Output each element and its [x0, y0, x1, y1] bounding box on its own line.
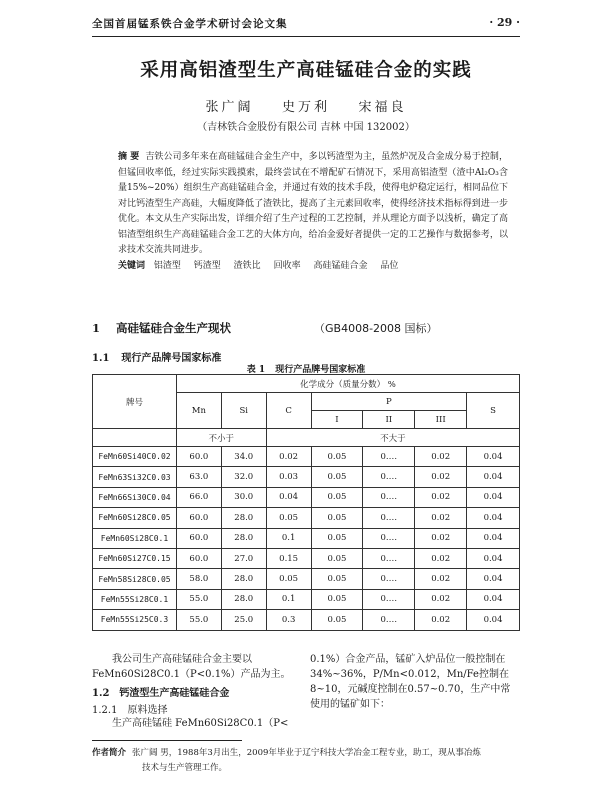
cell-si: 28.0 — [221, 569, 266, 589]
author-list — [92, 96, 520, 115]
cell-si: 28.0 — [221, 528, 266, 548]
footnote-rule — [92, 740, 242, 741]
paper-title: 采用高铝渣型生产高硅锰硅合金的实践 — [140, 60, 472, 81]
cell-grade: FeMn58Si28C0.05 — [93, 569, 177, 589]
cell-p1: 0.05 — [311, 548, 363, 568]
header-chem: 化学成分（质量分数） % — [176, 375, 519, 393]
table-row — [93, 589, 520, 609]
cell-c: 0.1 — [266, 589, 311, 609]
abstract-text: 吉铁公司多年来在高硅锰硅合金生产中，多以钙渣型为主，虽然炉况及合金成分易于控制，但锰回收率低，经过实际实践摸索，最终尝试在不增配矿石情况下，采用高铝渣型（渣中Al₂O₃含量15%~20%）组织生产高硅锰硅合金，并通过有效的技术手段，使得电炉稳定运行，相同品位下对比钙渣型生产高硅，大幅度降低了渣铁比，提高了主元素回收率，使得经济技术指标得到进一步优化。本文从生产实际出发，详细介绍了生产过程的工艺控制，并从理论方面予以浅析，确定了高铝渣型组织生产高硅锰硅合金工艺的大体方向，给冶金爱好者提供一定的工艺操作与数据参考，以求技术交流共同进步。 — [118, 152, 508, 255]
footnote-label: 作者简介 — [92, 748, 127, 758]
cell-p3: 0.02 — [415, 610, 467, 630]
cell-p2: 0.… — [363, 447, 415, 467]
cell-p3: 0.02 — [415, 569, 467, 589]
cell-grade: FeMn63Si32C0.03 — [93, 467, 177, 487]
cell-p3: 0.02 — [415, 487, 467, 507]
subsubsection-number: 1.2.1 — [92, 705, 118, 716]
cell-grade: FeMn55Si28C0.1 — [93, 589, 177, 609]
abstract-label: 摘 要 — [118, 152, 140, 162]
keyword: 回收率 — [273, 261, 301, 271]
header-p2: II — [363, 411, 415, 429]
cell-p3: 0.02 — [415, 528, 467, 548]
table-row — [93, 447, 520, 467]
keyword: 渣铁比 — [233, 261, 261, 271]
cell-p1: 0.05 — [311, 447, 363, 467]
section-standard: （GB4008-2008 国标） — [314, 322, 438, 335]
cell-p3: 0.02 — [415, 508, 467, 528]
table-number: 表 1 — [246, 365, 266, 375]
cell-s: 0.04 — [467, 610, 520, 630]
page-number: · 29 · — [489, 16, 520, 29]
subsection-number: 1.2 — [92, 688, 110, 699]
cell-si: 25.0 — [221, 610, 266, 630]
keyword: 高硅锰硅合金 — [313, 261, 368, 271]
table-row — [93, 528, 520, 548]
header-p3: III — [415, 411, 467, 429]
keyword: 品位 — [380, 261, 399, 271]
section-number: 1 — [92, 321, 101, 335]
body-paragraph: 生产高硅锰硅 FeMn60Si28C0.1（P< — [112, 718, 289, 729]
cell-s: 0.04 — [467, 548, 520, 568]
cell-si: 28.0 — [221, 508, 266, 528]
subsubsection-title: 原料选择 — [127, 705, 168, 716]
cell-mn: 60.0 — [176, 508, 221, 528]
table-row — [93, 487, 520, 507]
cell-c: 0.1 — [266, 528, 311, 548]
header-s: S — [467, 393, 520, 429]
subsection-title: 钙渣型生产高硅锰硅合金 — [119, 688, 230, 699]
subsection-heading — [92, 684, 229, 699]
header-p1: I — [311, 411, 363, 429]
cell-grade: FeMn60Si27C0.15 — [93, 548, 177, 568]
header-not-less: 不小于 — [176, 429, 266, 447]
table-title: 现行产品牌号国家标准 — [275, 365, 366, 375]
keywords — [118, 258, 508, 271]
cell-mn: 55.0 — [176, 610, 221, 630]
cell-s: 0.04 — [467, 528, 520, 548]
cell-s: 0.04 — [467, 569, 520, 589]
author-name: 史万利 — [281, 100, 330, 115]
running-title: 全国首届锰系铁合金学术研讨会论文集 — [92, 18, 288, 30]
author-name: 宋福良 — [358, 100, 407, 115]
cell-s: 0.04 — [467, 589, 520, 609]
cell-p1: 0.05 — [311, 487, 363, 507]
author-name: 张广阔 — [205, 100, 254, 115]
cell-mn: 60.0 — [176, 528, 221, 548]
table-row — [93, 610, 520, 630]
abstract — [118, 150, 508, 259]
cell-si: 32.0 — [221, 467, 266, 487]
body-paragraph: 0.1%）合金产品，锰矿入炉品位一般控制在34%~36%，P/Mn<0.012，Mn/Fe控制在8~10，元碱度控制在0.57~0.70，生产中常使用的锰矿如下： — [310, 654, 511, 710]
cell-s: 0.04 — [467, 447, 520, 467]
cell-mn: 60.0 — [176, 447, 221, 467]
cell-p2: 0.… — [363, 467, 415, 487]
cell-grade: FeMn60Si28C0.05 — [93, 508, 177, 528]
cell-grade: FeMn66Si30C0.04 — [93, 487, 177, 507]
keyword: 钙渣型 — [193, 261, 221, 271]
subsection-title: 现行产品牌号国家标准 — [121, 353, 222, 364]
cell-p3: 0.02 — [415, 447, 467, 467]
cell-mn: 66.0 — [176, 487, 221, 507]
cell-mn: 60.0 — [176, 548, 221, 568]
cell-p1: 0.05 — [311, 508, 363, 528]
cell-p1: 0.05 — [311, 589, 363, 609]
cell-p2: 0.… — [363, 569, 415, 589]
cell-c: 0.05 — [266, 508, 311, 528]
table-row — [93, 467, 520, 487]
cell-s: 0.04 — [467, 467, 520, 487]
footnote-text-cont: 技术与生产管理工作。 — [142, 763, 228, 773]
table-row — [93, 508, 520, 528]
cell-s: 0.04 — [467, 508, 520, 528]
cell-grade: FeMn55Si25C0.3 — [93, 610, 177, 630]
footnote-text: 张广阔 男，1988年3月出生，2009年毕业于辽宁科技大学冶金工程专业，助工，现从事冶炼 — [132, 748, 481, 758]
cell-grade: FeMn60Si28C0.1 — [93, 528, 177, 548]
cell-si: 34.0 — [221, 447, 266, 467]
keyword: 铝渣型 — [153, 261, 181, 271]
affiliation: （吉林铁合金股份有限公司 吉林 中国 132002） — [197, 122, 415, 133]
cell-si: 30.0 — [221, 487, 266, 507]
cell-c: 0.02 — [266, 447, 311, 467]
cell-p2: 0.… — [363, 610, 415, 630]
header-mn: Mn — [176, 393, 221, 429]
table-row — [93, 548, 520, 568]
cell-mn: 63.0 — [176, 467, 221, 487]
cell-c: 0.3 — [266, 610, 311, 630]
header-si: Si — [221, 393, 266, 429]
cell-p3: 0.02 — [415, 548, 467, 568]
cell-p2: 0.… — [363, 528, 415, 548]
keywords-label: 关键词 — [118, 261, 146, 271]
cell-mn: 58.0 — [176, 569, 221, 589]
table-row — [93, 569, 520, 589]
section-heading — [92, 320, 231, 336]
header-rule — [92, 36, 520, 37]
cell-p2: 0.… — [363, 487, 415, 507]
cell-p1: 0.05 — [311, 569, 363, 589]
cell-grade: FeMn60Si40C0.02 — [93, 447, 177, 467]
cell-si: 27.0 — [221, 548, 266, 568]
cell-p3: 0.02 — [415, 467, 467, 487]
header-p: P — [311, 393, 467, 411]
subsection-number: 1.1 — [92, 353, 110, 364]
section-title: 高硅锰硅合金生产现状 — [116, 321, 232, 335]
cell-p2: 0.… — [363, 589, 415, 609]
cell-p1: 0.05 — [311, 610, 363, 630]
header-not-more: 不大于 — [266, 429, 519, 447]
subsubsection-heading — [92, 701, 167, 716]
cell-c: 0.03 — [266, 467, 311, 487]
standards-table — [92, 374, 520, 631]
cell-p1: 0.05 — [311, 528, 363, 548]
cell-p1: 0.05 — [311, 467, 363, 487]
header-spacer — [93, 429, 177, 447]
cell-c: 0.04 — [266, 487, 311, 507]
header-grade: 牌号 — [93, 375, 177, 429]
cell-mn: 55.0 — [176, 589, 221, 609]
cell-p2: 0.… — [363, 508, 415, 528]
header-c: C — [266, 393, 311, 429]
author-footnote — [92, 746, 520, 776]
body-paragraph: 我公司生产高硅锰硅合金主要以FeMn60Si28C0.1（P<0.1%）产品为主。 — [92, 654, 291, 680]
cell-c: 0.15 — [266, 548, 311, 568]
cell-p2: 0.… — [363, 548, 415, 568]
cell-si: 28.0 — [221, 589, 266, 609]
cell-s: 0.04 — [467, 487, 520, 507]
cell-p3: 0.02 — [415, 589, 467, 609]
cell-c: 0.05 — [266, 569, 311, 589]
